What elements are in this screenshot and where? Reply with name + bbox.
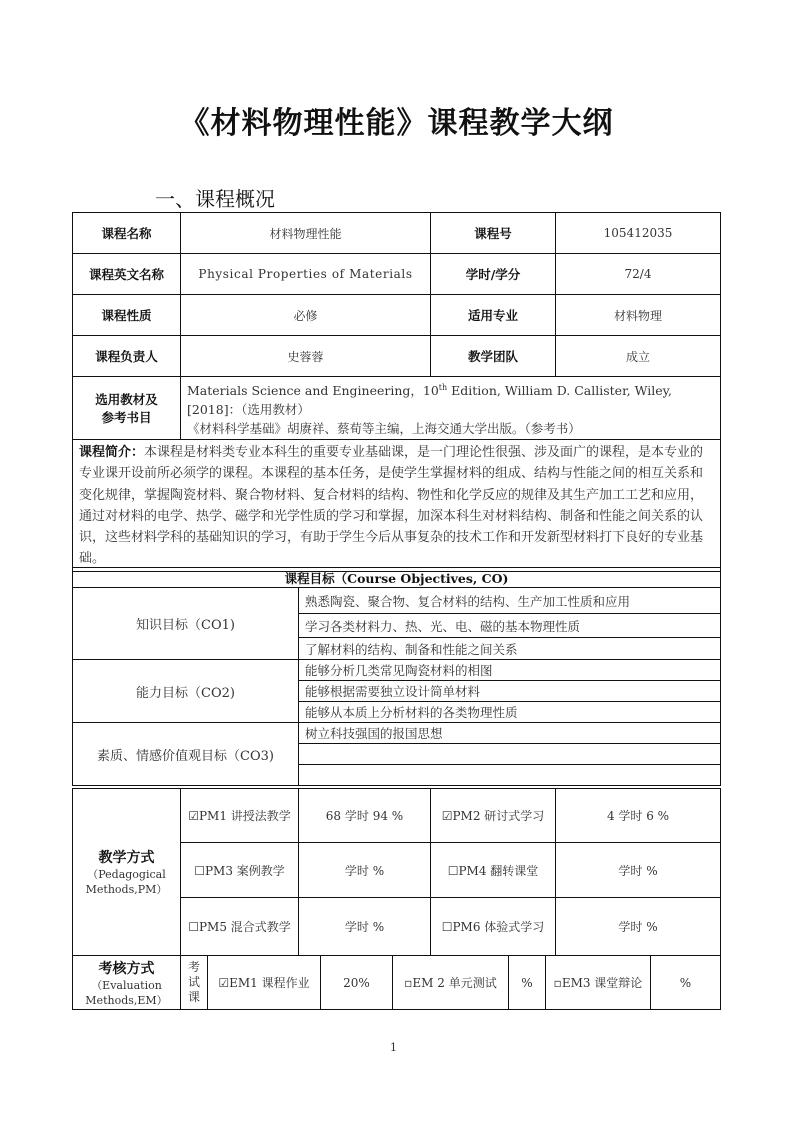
course-code-value: 105412035 <box>556 213 721 254</box>
course-name-label: 课程名称 <box>73 213 181 254</box>
table-row <box>73 254 721 295</box>
books-label <box>73 377 181 440</box>
checkbox-unchecked-icon[interactable]: ☐ <box>447 863 459 878</box>
pm3-option[interactable] <box>181 843 299 898</box>
course-nature-label: 课程性质 <box>73 295 181 336</box>
objective-item: 能够分析几类常见陶瓷材料的相图 <box>299 660 721 681</box>
table-row <box>73 723 721 744</box>
em3-value: % <box>651 956 721 1010</box>
em-label-sub1: （Evaluation <box>91 978 162 992</box>
checkbox-unchecked-icon[interactable]: ☐ <box>188 920 199 934</box>
pm6-value: 学时 % <box>556 898 721 956</box>
pm2-name: PM2 研讨式学习 <box>452 809 545 823</box>
table-row <box>73 377 721 440</box>
co2-label: 能力目标（CO2) <box>73 660 299 723</box>
teaching-team-value: 成立 <box>556 336 721 377</box>
pedagogical-methods-table <box>72 788 721 956</box>
exam-type-char: 试 <box>187 975 200 989</box>
table-row <box>73 660 721 681</box>
course-info-table <box>72 212 721 572</box>
major-label: 适用专业 <box>431 295 556 336</box>
course-objectives-table <box>72 567 721 786</box>
intro-label: 课程简介： <box>79 445 145 461</box>
hours-credits-value: 72/4 <box>556 254 721 295</box>
pm5-option[interactable] <box>181 898 299 956</box>
evaluation-methods-table <box>72 955 721 1010</box>
checkbox-checked-icon[interactable]: ☑ <box>218 976 230 990</box>
em3-option[interactable] <box>546 956 651 1010</box>
edition-superscript: th <box>438 383 448 392</box>
exam-type-char: 考 <box>187 960 200 974</box>
document-title: 《材料物理性能》课程教学大纲 <box>179 106 614 141</box>
textbook-text-rest: Edition, William D. Callister, Wiley, [2018]：（选用教材） <box>187 383 673 418</box>
pm6-option[interactable] <box>431 898 556 956</box>
table-row <box>73 295 721 336</box>
english-name-label: 课程英文名称 <box>73 254 181 295</box>
em1-name: EM1 课程作业 <box>229 976 310 990</box>
pm6-name: PM6 体验式学习 <box>452 920 545 934</box>
em2-name: EM 2 单元测试 <box>412 976 497 990</box>
hours-credits-label: 学时/学分 <box>431 254 556 295</box>
em-label-sub2: Methods,EM） <box>85 993 168 1007</box>
em-label <box>73 956 181 1010</box>
objective-item: 树立科技强国的报国思想 <box>299 723 721 744</box>
pm4-value: 学时 % <box>556 843 721 898</box>
checkbox-unchecked-icon[interactable]: ▫ <box>404 976 413 990</box>
page-number: 1 <box>390 1041 397 1054</box>
objective-item: 学习各类材料力、热、光、电、磁的基本物理性质 <box>299 614 721 638</box>
objectives-header: 课程目标（Course Objectives, CO) <box>73 568 721 588</box>
textbook-text: Materials Science and Engineering，10 <box>187 383 439 399</box>
table-row <box>73 213 721 254</box>
objective-item-empty <box>299 765 721 786</box>
table-row <box>73 588 721 614</box>
textbook-entry <box>187 378 714 419</box>
english-name-value: Physical Properties of Materials <box>181 254 431 295</box>
pm1-value: 68 学时 94 % <box>299 789 431 843</box>
objective-item: 熟悉陶瓷、聚合物、复合材料的结构、生产加工性质和应用 <box>299 588 721 614</box>
books-label-line1: 选用教材及 <box>95 392 158 408</box>
course-code-label: 课程号 <box>431 213 556 254</box>
objective-item-empty <box>299 744 721 765</box>
table-row <box>73 956 721 1010</box>
course-owner-value: 史蓉蓉 <box>181 336 431 377</box>
em1-value: 20% <box>321 956 393 1010</box>
co1-label: 知识目标（CO1) <box>73 588 299 660</box>
checkbox-unchecked-icon[interactable]: ☐ <box>441 920 453 934</box>
exam-type <box>181 956 208 1010</box>
major-value: 材料物理 <box>556 295 721 336</box>
table-row <box>73 336 721 377</box>
course-owner-label: 课程负责人 <box>73 336 181 377</box>
em2-option[interactable] <box>393 956 509 1010</box>
checkbox-checked-icon[interactable]: ☑ <box>441 809 453 823</box>
pm-label-sub2: Methods,PM） <box>85 883 168 896</box>
pm5-value: 学时 % <box>299 898 431 956</box>
course-introduction <box>73 440 721 572</box>
pm5-name: PM5 混合式教学 <box>198 920 291 934</box>
reference-book-entry: 《材料科学基础》胡赓祥、蔡荀等主编，上海交通大学出版。（参考书） <box>187 421 581 437</box>
books-value <box>181 377 721 440</box>
books-label-line2: 参考书目 <box>101 410 152 426</box>
pm-label-main: 教学方式 <box>98 850 155 866</box>
co3-label: 素质、情感价值观目标（CO3) <box>73 723 299 786</box>
checkbox-unchecked-icon[interactable]: ☐ <box>194 863 205 878</box>
em3-name: EM3 课堂辩论 <box>561 976 643 990</box>
checkbox-checked-icon[interactable]: ☑ <box>188 809 199 823</box>
pm4-option[interactable] <box>431 843 556 898</box>
teaching-team-label: 教学团队 <box>431 336 556 377</box>
pm4-name: PM4 翻转课堂 <box>458 863 539 878</box>
course-name-value: 材料物理性能 <box>181 213 431 254</box>
table-row <box>73 789 721 843</box>
objective-item: 能够从本质上分析材料的各类物理性质 <box>299 702 721 723</box>
objective-item: 能够根据需要独立设计简单材料 <box>299 681 721 702</box>
pm3-name: PM3 案例教学 <box>204 863 285 878</box>
pm1-option[interactable] <box>181 789 299 843</box>
em2-value: % <box>509 956 546 1010</box>
course-nature-value: 必修 <box>181 295 431 336</box>
pm-label-sub1: （Pedagogical <box>87 868 166 881</box>
exam-type-char: 课 <box>187 990 200 1004</box>
pm2-option[interactable] <box>431 789 556 843</box>
intro-text: 本课程是材料类专业本科生的重要专业基础课，是一门理论性很强、涉及面广的课程，是本专业的专业课开设前所必须学的课程。本课程的基本任务，是使学生掌握材料的组成、结构与性能之间的相互关系和变化规律，掌握陶瓷材料、聚合物材料、复合材料的结构、物性和化学反应的规律及其生产加工工艺和应用，通过对材料的电学、热学、磁学和光学性质的学习和掌握，加深本科生对材料结构、制备和性能之间关系的认识，这些材料学科的基础知识的学习，有助于学生今后从事复杂的技术工作和开发新型材料打下良好的专业基础。 <box>79 445 704 567</box>
table-row <box>73 440 721 572</box>
objective-item: 了解材料的结构、制备和性能之间关系 <box>299 638 721 660</box>
checkbox-unchecked-icon[interactable]: ▫ <box>553 976 562 990</box>
table-row <box>73 568 721 588</box>
pm2-value: 4 学时 6 % <box>556 789 721 843</box>
pm1-name: PM1 讲授法教学 <box>198 809 291 823</box>
pm-label <box>73 789 181 956</box>
pm3-value: 学时 % <box>299 843 431 898</box>
section-title: 一、课程概况 <box>155 187 275 211</box>
em1-option[interactable] <box>208 956 321 1010</box>
em-label-main: 考核方式 <box>98 960 155 977</box>
